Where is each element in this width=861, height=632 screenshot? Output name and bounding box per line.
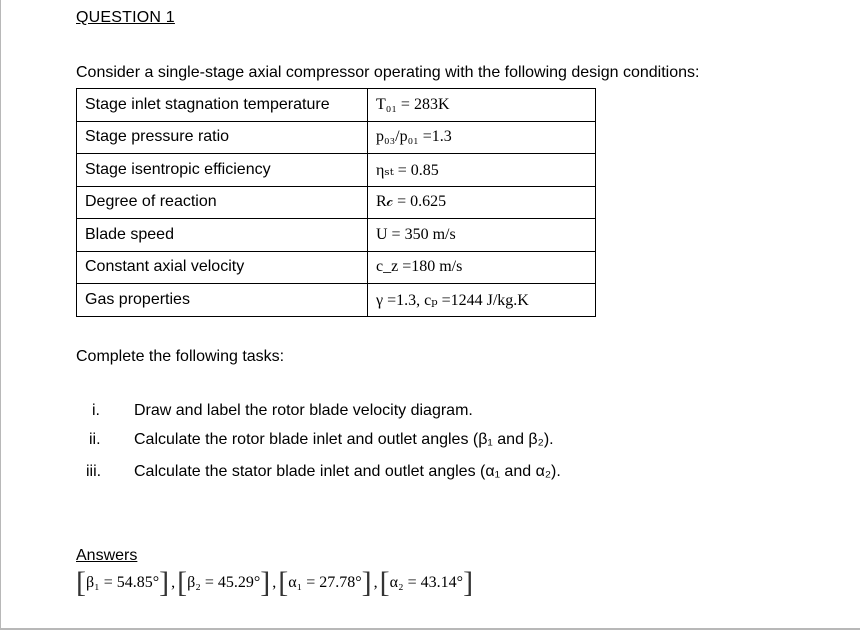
answer-separator: , <box>373 574 378 591</box>
answers-label: Answers <box>76 547 138 564</box>
condition-value: T₀₁ = 283K <box>368 89 596 122</box>
table-row <box>77 186 596 219</box>
answer-alpha2: α₂ = 43.14° <box>389 574 464 591</box>
condition-value: c_z =180 m/s <box>368 251 596 284</box>
condition-label: Constant axial velocity <box>77 251 368 284</box>
task-text: Draw and label the rotor blade velocity diagram. <box>134 402 473 419</box>
table-row <box>77 284 596 317</box>
table-row <box>77 89 596 122</box>
condition-value: γ =1.3, cₚ =1244 J/kg.K <box>368 284 596 317</box>
answer-beta1: β₁ = 54.85° <box>86 574 160 591</box>
condition-label: Stage pressure ratio <box>77 121 368 154</box>
answer-alpha1: α₁ = 27.78° <box>288 574 362 591</box>
task-number: ii. <box>89 431 101 448</box>
design-conditions-table <box>76 88 596 317</box>
condition-label: Stage inlet stagnation temperature <box>77 89 368 122</box>
bracket-close: ] <box>361 566 372 599</box>
answer-beta2: β₂ = 45.29° <box>187 574 261 591</box>
condition-label: Gas properties <box>77 284 368 317</box>
bracket-close: ] <box>159 566 170 599</box>
table-row <box>77 251 596 284</box>
task-number: iii. <box>86 463 102 480</box>
intro-text: Consider a single-stage axial compressor operating with the following design conditions: <box>76 64 700 81</box>
bracket-open: [ <box>76 566 86 599</box>
condition-value: U = 350 m/s <box>368 219 596 252</box>
task-number: i. <box>92 402 100 419</box>
bracket-open: [ <box>177 566 188 599</box>
condition-label: Stage isentropic efficiency <box>77 154 368 187</box>
answer-separator: , <box>171 574 176 591</box>
condition-label: Blade speed <box>77 219 368 252</box>
bracket-close: ] <box>463 566 474 599</box>
condition-value: ηₛₜ = 0.85 <box>368 154 596 187</box>
bracket-open: [ <box>278 566 289 599</box>
tasks-intro: Complete the following tasks: <box>76 348 285 365</box>
condition-label: Degree of reaction <box>77 186 368 219</box>
table-row <box>77 219 596 252</box>
answer-separator: , <box>272 574 277 591</box>
task-text: Calculate the stator blade inlet and outlet angles (α₁ and α₂). <box>134 463 561 480</box>
condition-value: p₀₃/p₀₁ =1.3 <box>368 121 596 154</box>
task-text: Calculate the rotor blade inlet and outlet angles (β₁ and β₂). <box>134 431 554 448</box>
answers-line <box>76 568 473 598</box>
table-row <box>77 154 596 187</box>
condition-value: R𝒸 = 0.625 <box>368 186 596 219</box>
table-row <box>77 121 596 154</box>
bracket-close: ] <box>260 566 271 599</box>
question-heading: QUESTION 1 <box>76 9 175 26</box>
bracket-open: [ <box>379 566 390 599</box>
